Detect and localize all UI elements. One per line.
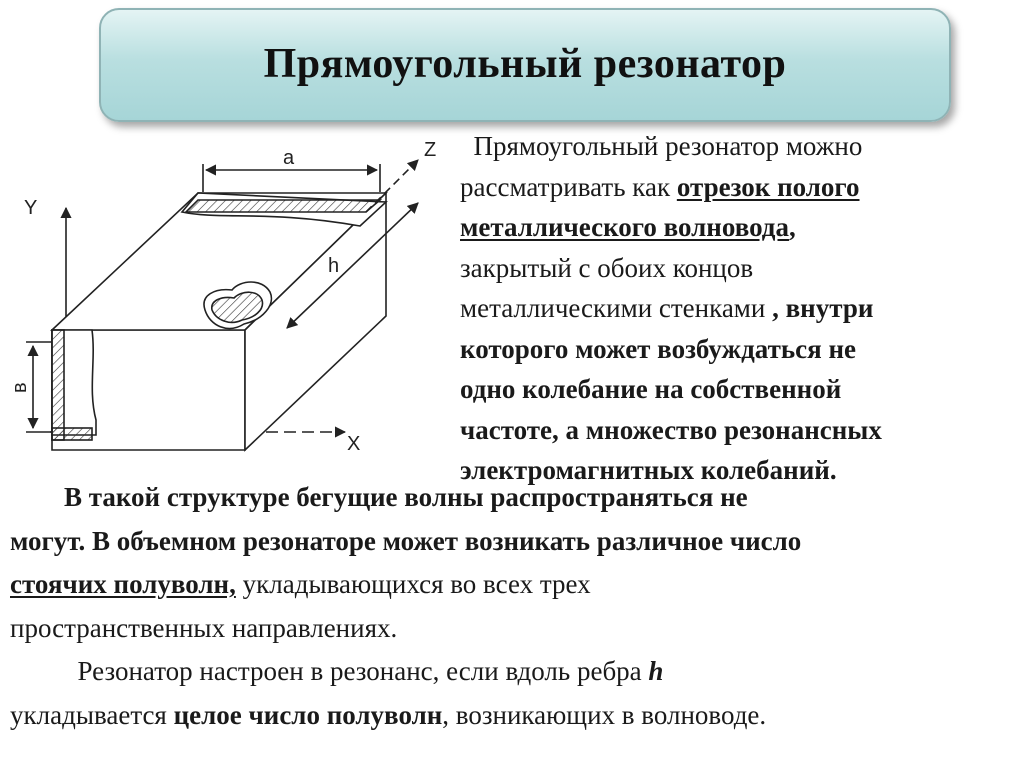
body-emphasis: стоячих полуволн,: [10, 569, 236, 599]
body-text: Резонатор настроен в резонанс, если вдоль ребра: [10, 656, 649, 686]
body-line: пространственных направлениях.: [10, 612, 398, 643]
body-emphasis: могут. В объемном резонаторе может возникать различное число: [10, 525, 802, 556]
intro-text: рассматривать как: [460, 171, 677, 202]
intro-line: [460, 288, 1020, 329]
intro-line: [460, 167, 1020, 208]
intro-paragraph: [460, 126, 1020, 491]
slide-title: Прямоугольный резонатор: [263, 41, 787, 87]
label-x: X: [347, 433, 361, 455]
body-line: [10, 476, 1020, 520]
intro-emphasis: которого может возбуждаться не: [460, 333, 857, 364]
body-line: [10, 563, 1020, 607]
intro-emphasis: , внутри: [772, 293, 874, 323]
intro-line: [460, 126, 1020, 167]
intro-text: Прямоугольный резонатор можно: [473, 131, 863, 161]
label-a: a: [283, 147, 295, 169]
intro-line: [460, 207, 1020, 248]
body-text: укладывается: [10, 699, 174, 730]
title-box: [99, 8, 951, 122]
intro-line: закрытый с обоих концов: [460, 252, 754, 283]
resonator-diagram: [0, 120, 450, 470]
intro-emphasis: электромагнитных колебаний.: [460, 455, 837, 485]
label-b: в: [9, 382, 31, 393]
body-line: [10, 694, 1020, 738]
edge-h-symbol: h: [648, 656, 664, 686]
intro-line: [460, 329, 1020, 370]
intro-line: [460, 369, 1020, 410]
label-y: Y: [24, 197, 38, 219]
intro-text: ,: [788, 212, 796, 242]
body-line: [10, 650, 1020, 694]
body-text: укладывающихся во всех трех: [235, 569, 591, 599]
intro-emphasis: металлического волновода: [460, 212, 789, 242]
body-text: , возникающих в волноводе.: [442, 699, 767, 730]
intro-emphasis: отрезок полого: [676, 171, 860, 202]
label-z: Z: [424, 139, 437, 161]
body-emphasis: целое число полуволн: [173, 699, 443, 730]
intro-emphasis: частоте, а множество резонансных: [460, 414, 882, 445]
label-h: h: [328, 255, 340, 277]
body-paragraphs: [10, 476, 1020, 737]
intro-emphasis: одно колебание на собственной: [460, 374, 842, 404]
intro-text: металлическими стенками: [460, 293, 773, 323]
intro-line: [460, 410, 1020, 451]
body-emphasis: В такой структуре бегущие волны распространяться не: [10, 482, 748, 512]
body-line: [10, 520, 1020, 564]
